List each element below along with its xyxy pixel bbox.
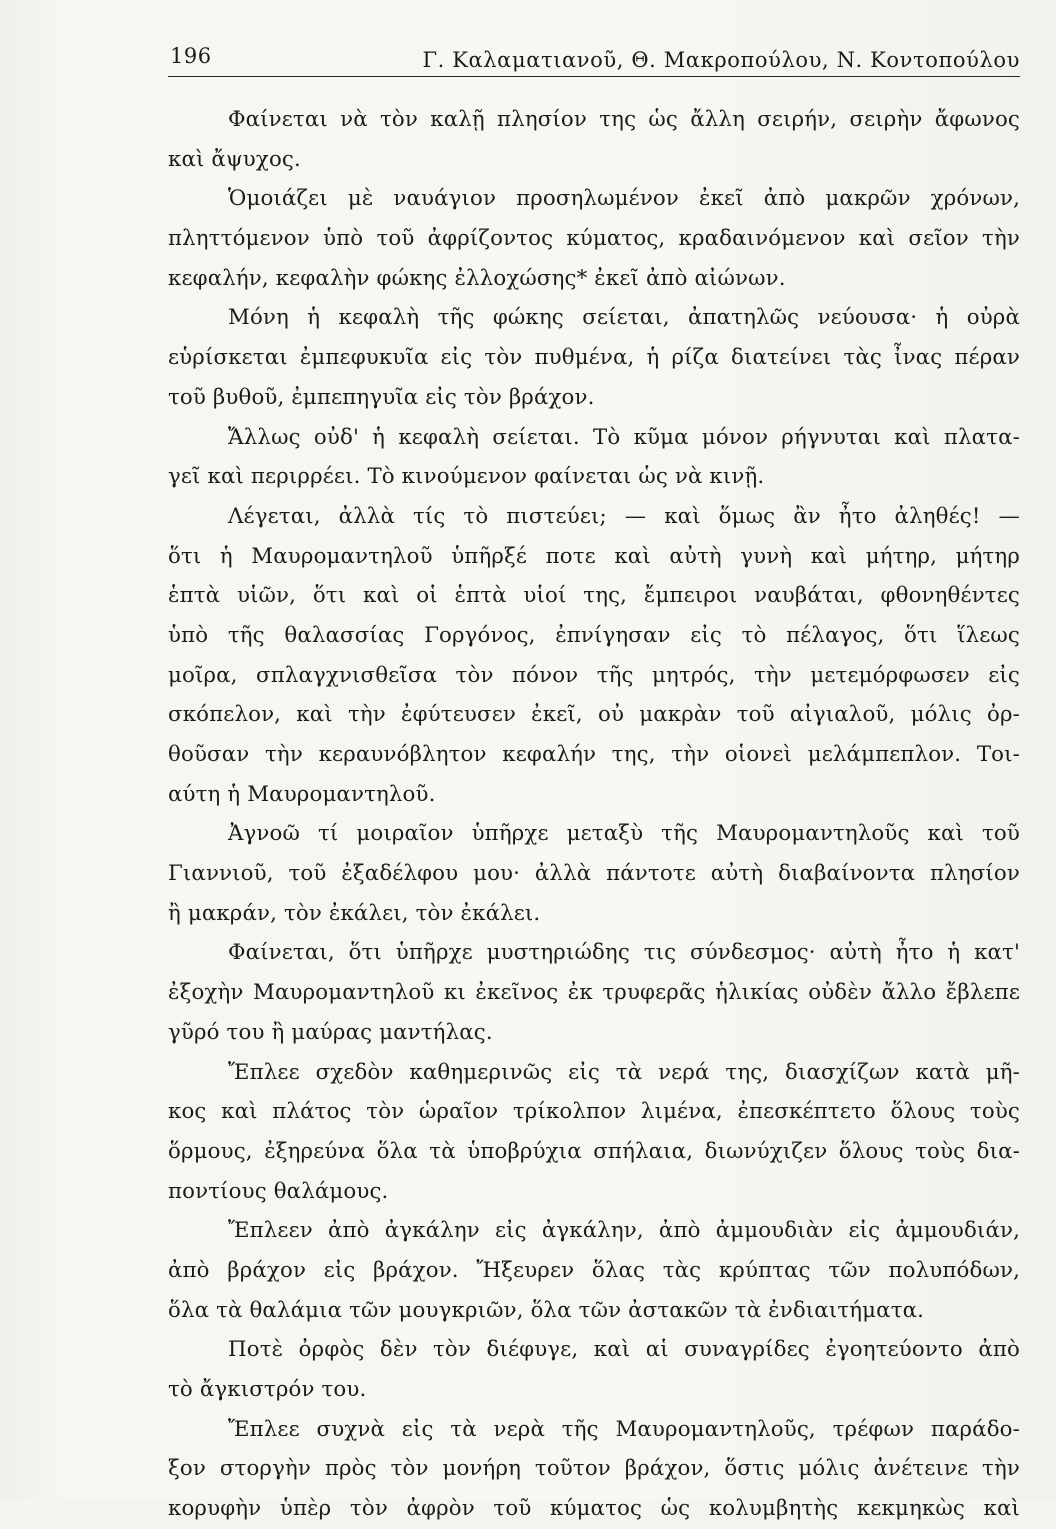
text-line: Ὁμοιάζει μὲ ναυάγιον προσηλωμένον ἐκεῖ ἀπὸ μακρῶν χρόνων, (228, 186, 1020, 212)
text-line: Λέγεται, ἀλλὰ τίς τὸ πιστεύει; — καὶ ὅμως ἂν ἦτο ἀληθές! — (228, 503, 1020, 529)
text-line: Ποτὲ ὀρφὸς δὲν τὸν διέφυγε, καὶ αἱ συναγρίδες ἐγοητεύοντο ἀπὸ (228, 1337, 1020, 1363)
text-line: ποντίους θαλάμους. (168, 1178, 389, 1204)
text-line: κορυφὴν ὑπὲρ τὸν ἀφρὸν τοῦ κύματος ὡς κολυμβητὴς κεκμηκὼς καὶ (168, 1496, 1020, 1522)
text-line: κεφαλήν, κεφαλὴν φώκης ἐλλοχώσης* ἐκεῖ ἀπὸ αἰώνων. (168, 265, 786, 291)
text-line: ὅρμους, ἐξηρεύνα ὅλα τὰ ὑποβρύχια σπήλαια, διωνύχιζεν ὅλους τοὺς δια- (168, 1138, 1020, 1164)
text-line: Ἔπλεε συχνὰ εἰς τὰ νερὰ τῆς Μαυρομαντηλοῦς, τρέφων παράδο- (228, 1416, 1020, 1442)
text-line: Φαίνεται, ὅτι ὑπῆρχε μυστηριώδης τις σύνδεσμος· αὐτὴ ἦτο ἡ κατ' (228, 940, 1020, 966)
text-line: καὶ ἄψυχος. (168, 146, 301, 172)
text-line: εὑρίσκεται ἐμπεφυκυῖα εἰς τὸν πυθμένα, ἡ ρίζα διατείνει τὰς ἶνας πέραν (168, 345, 1020, 371)
text-line: Ἔπλεεν ἀπὸ ἀγκάλην εἰς ἀγκάλην, ἀπὸ ἀμμουδιὰν εἰς ἀμμουδιάν, (228, 1218, 1020, 1244)
text-line: γῦρό του ἢ μαύρας μαντήλας. (168, 1019, 493, 1045)
text-line: ἑπτὰ υἱῶν, ὅτι καὶ οἱ ἑπτὰ υἱοί της, ἔμπειροι ναυβάται, φθονηθέντες (168, 583, 1020, 609)
text-line: ὅλα τὰ θαλάμια τῶν μουγκριῶν, ὅλα τῶν ἀστακῶν τὰ ἐνδιαιτήματα. (168, 1297, 925, 1323)
text-line: ἀπὸ βράχον εἰς βράχον. Ἤξευρεν ὅλας τὰς κρύπτας τῶν πολυπόδων, (168, 1257, 1020, 1283)
text-line: πληττόμενον ὑπὸ τοῦ ἀφρίζοντος κύματος, κραδαινόμενον καὶ σεῖον τὴν (168, 226, 1020, 252)
text-line: Ἄλλως οὐδ' ἡ κεφαλὴ σείεται. Τὸ κῦμα μόνον ρήγνυται καὶ πλατα- (228, 424, 1020, 450)
text-line: Ἀγνοῶ τί μοιραῖον ὑπῆρχε μεταξὺ τῆς Μαυρομαντηλοῦς καὶ τοῦ (228, 821, 1020, 847)
text-line: μοῖρα, σπλαγχνισθεῖσα τὸν πόνον τῆς μητρός, τὴν μετεμόρφωσεν εἰς (168, 662, 1020, 688)
text-line: ἢ μακράν, τὸν ἐκάλει, τὸν ἐκάλει. (168, 900, 541, 926)
body-text (168, 100, 1020, 1529)
text-line: Φαίνεται νὰ τὸν καλῇ πλησίον της ὡς ἄλλη σειρήν, σειρὴν ἄφωνος (228, 107, 1020, 132)
text-line: Μόνη ἡ κεφαλὴ τῆς φώκης σείεται, ἀπατηλῶς νεύουσα· ἡ οὐρὰ (228, 305, 1020, 331)
text-line: σκόπελον, καὶ τὴν ἐφύτευσεν ἐκεῖ, οὐ μακρὰν τοῦ αἰγιαλοῦ, μόλις ὀρ- (168, 702, 1020, 728)
text-line: ξον στοργὴν πρὸς τὸν μονήρη τοῦτον βράχον, ὅστις μόλις ἀνέτεινε τὴν (168, 1456, 1020, 1482)
text-line: τοῦ βυθοῦ, ἐμπεπηγυῖα εἰς τὸν βράχον. (168, 384, 595, 410)
page-header (168, 40, 1020, 77)
text-line: θοῦσαν τὴν κεραυνόβλητον κεφαλήν της, τὴν οἱονεὶ μελάμπεπλον. Τοι- (168, 742, 1020, 767)
text-line: αύτη ἡ Μαυρομαντηλοῦ. (168, 781, 436, 807)
text-line: γεῖ καὶ περιρρέει. Τὸ κινούμενον φαίνεται ὡς νὰ κινῇ. (168, 464, 765, 490)
text-line: Γιαννιοῦ, τοῦ ἐξαδέλφου μου· ἀλλὰ πάντοτε αὐτὴ διαβαίνοντα πλησίον (168, 861, 1020, 887)
running-head: Γ. Καλαματιανοῦ, Θ. Μακροπούλου, Ν. Κοντοπούλου (422, 48, 1020, 72)
text-line: κος καὶ πλάτος τὸν ὡραῖον τρίκολπον λιμένα, ἐπεσκέπτετο ὅλους τοὺς (168, 1099, 1020, 1125)
text-line: τὸ ἄγκιστρόν του. (168, 1377, 367, 1402)
text-line: ἐξοχὴν Μαυρομαντηλοῦ κι ἐκεῖνος ἐκ τρυφερᾶς ἡλικίας οὐδὲν ἄλλο ἔβλεπε (168, 980, 1020, 1006)
page-number: 196 (170, 44, 212, 68)
text-line: ὅτι ἡ Μαυρομαντηλοῦ ὑπῆρξέ ποτε καὶ αὐτὴ γυνὴ καὶ μήτηρ, μήτηρ (168, 543, 1020, 569)
text-line: ὑπὸ τῆς θαλασσίας Γοργόνος, ἐπνίγησαν εἰς τὸ πέλαγος, ὅτι ἵλεως (168, 622, 1020, 648)
text-line: Ἔπλεε σχεδὸν καθημερινῶς εἰς τὰ νερά της, διασχίζων κατὰ μῆ- (228, 1059, 1020, 1085)
